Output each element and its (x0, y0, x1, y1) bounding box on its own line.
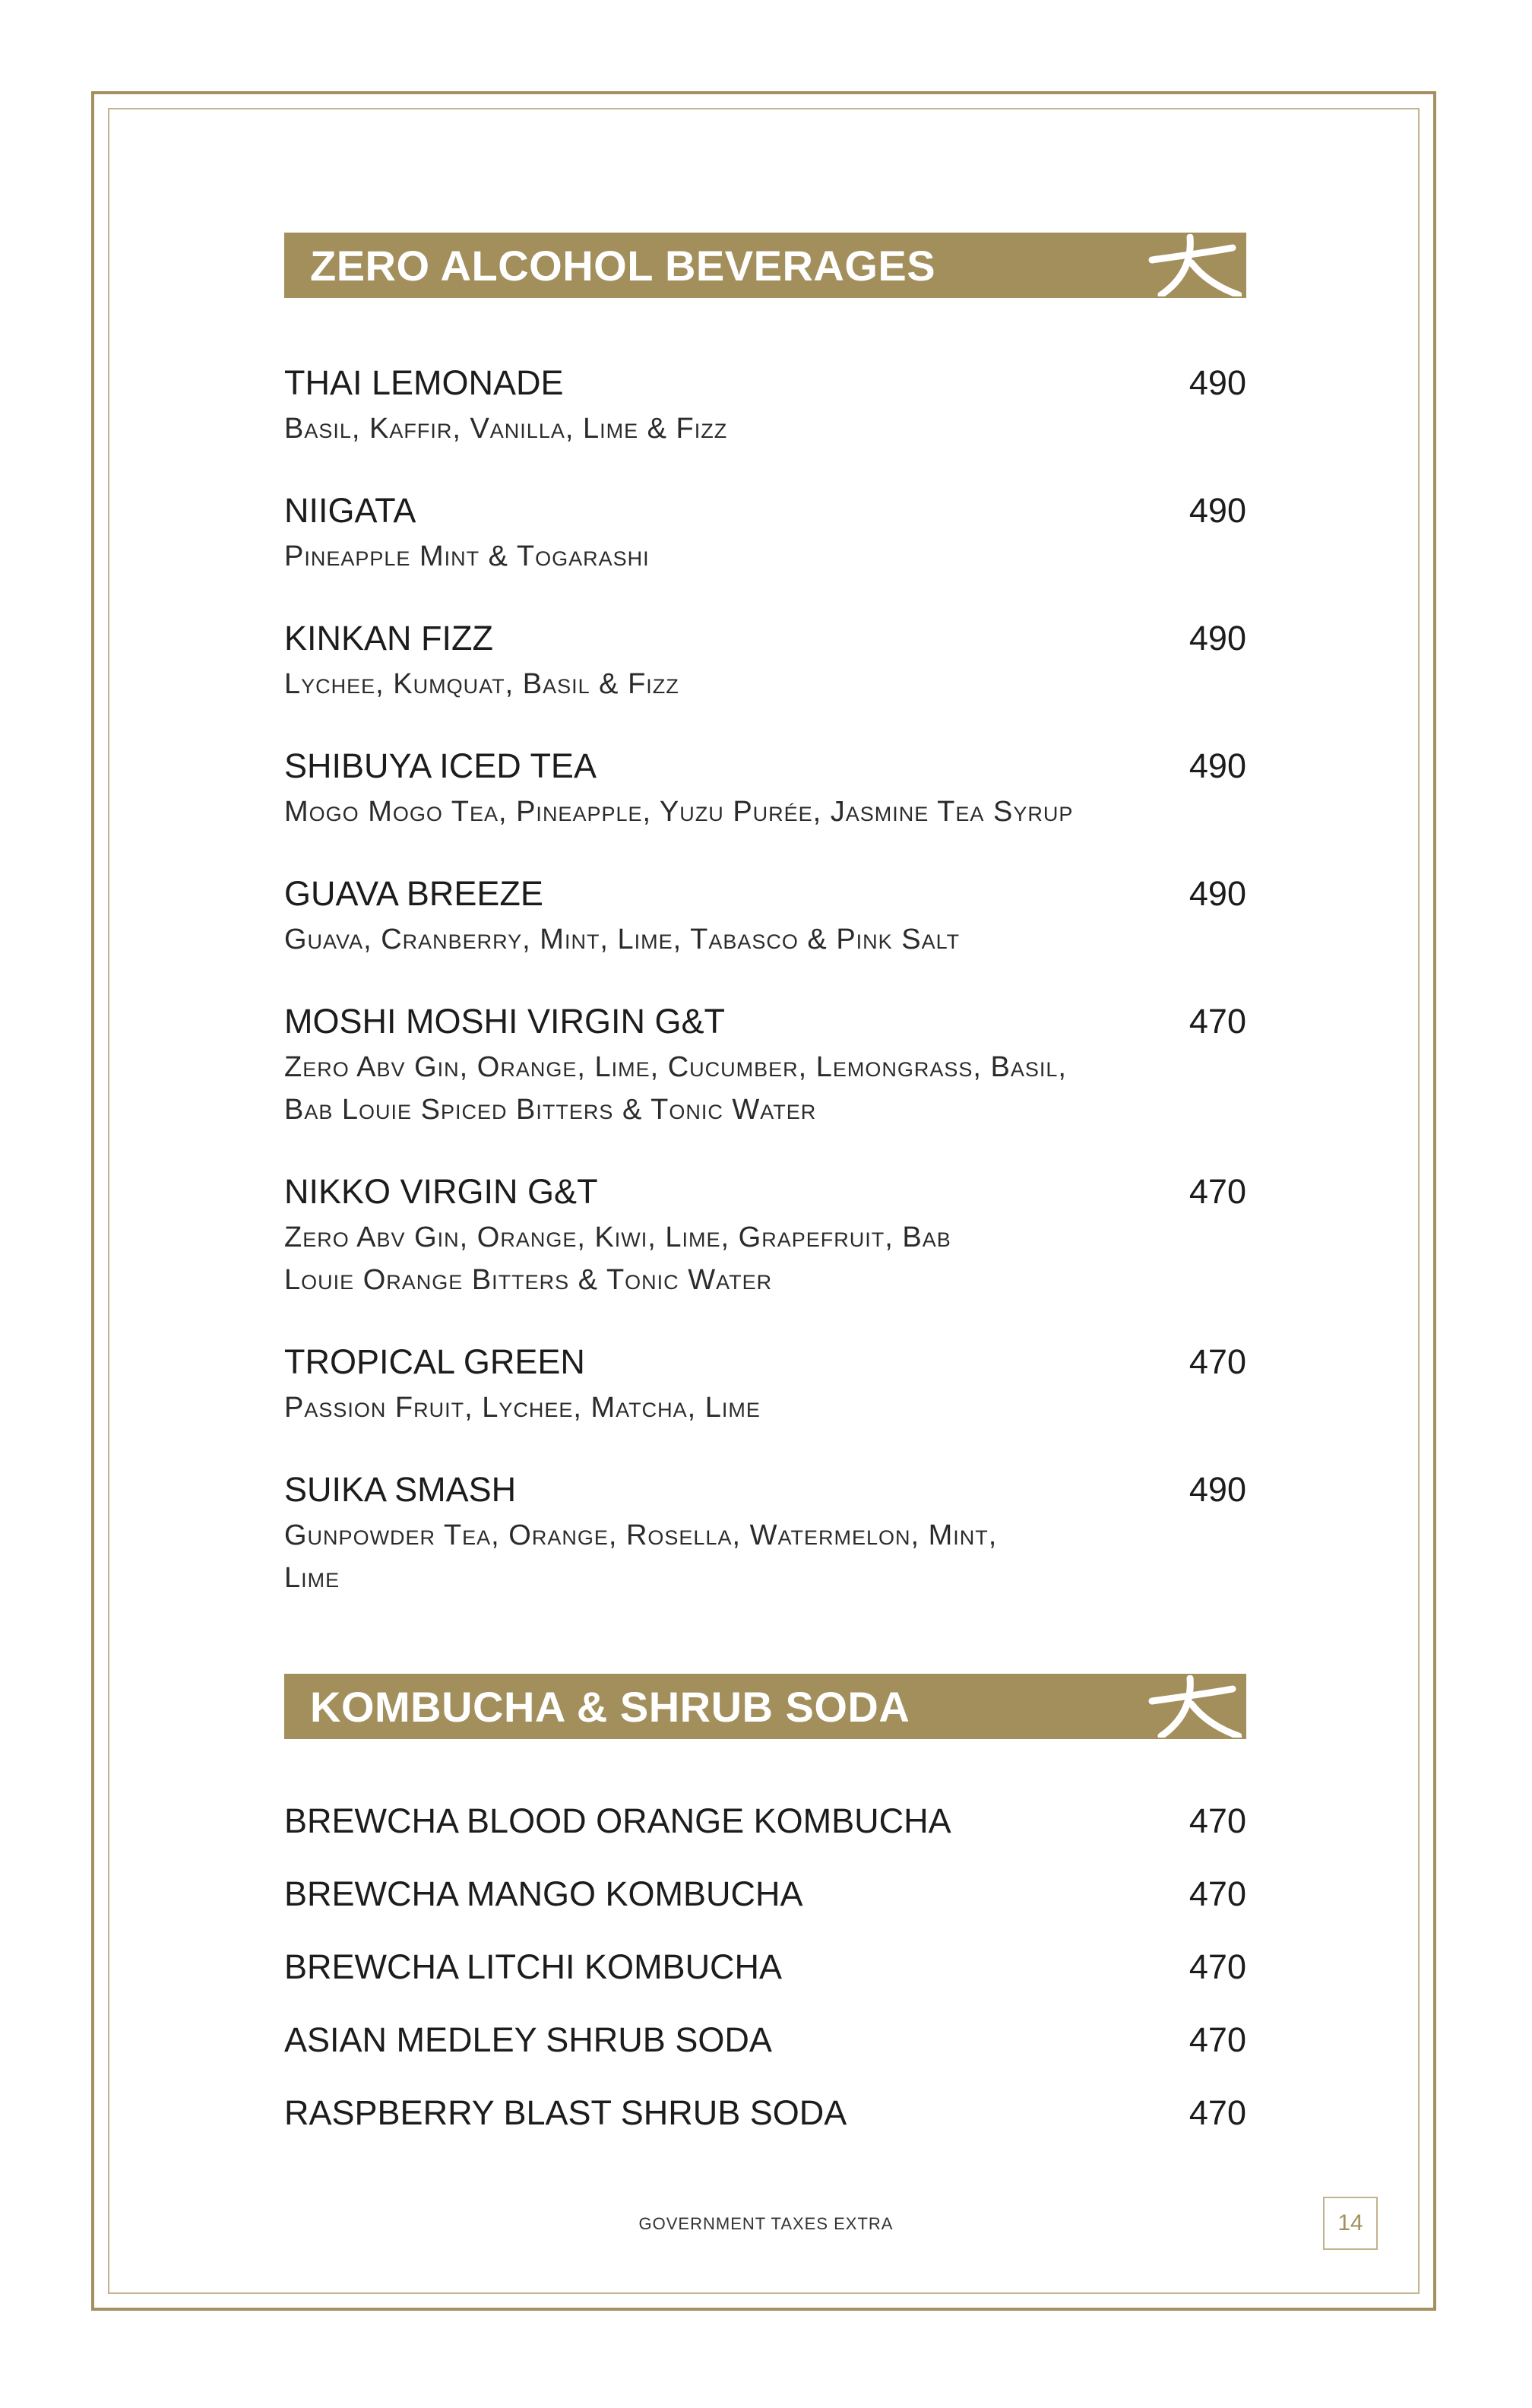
item-price: 490 (1189, 363, 1246, 402)
item-name: BREWCHA LITCHI KOMBUCHA (284, 1947, 783, 1986)
item-price: 470 (1189, 2093, 1246, 2132)
item-description: Zero Abv Gin, Orange, Kiwi, Lime, Grapefruit, Bab Louie Orange Bitters & Tonic Water (284, 1221, 951, 1296)
item-price: 470 (1189, 1342, 1246, 1381)
item-description: Lychee, Kumquat, Basil & Fizz (284, 668, 679, 700)
item-name: BREWCHA MANGO KOMBUCHA (284, 1874, 803, 1913)
item-description: Pineapple Mint & Togarashi (284, 540, 650, 572)
footer-note: GOVERNMENT TAXES EXTRA (638, 2214, 894, 2233)
item-price: 470 (1189, 1947, 1246, 1986)
item-name: BREWCHA BLOOD ORANGE KOMBUCHA (284, 1801, 951, 1840)
item-price: 490 (1189, 874, 1246, 913)
item-name: ASIAN MEDLEY SHRUB SODA (284, 2020, 772, 2059)
item-price: 470 (1189, 1874, 1246, 1913)
item-name: THAI LEMONADE (284, 363, 564, 402)
item-name: SUIKA SMASH (284, 1470, 517, 1509)
item-price: 490 (1189, 1470, 1246, 1509)
item-price: 490 (1189, 746, 1246, 785)
item-price: 470 (1189, 1801, 1246, 1840)
section-header-kombucha (284, 1674, 1246, 1739)
item-name: NIKKO VIRGIN G&T (284, 1172, 598, 1211)
page-number: 14 (1323, 2197, 1378, 2250)
kanji-dai-icon (1135, 234, 1242, 296)
item-description: Mogo Mogo Tea, Pineapple, Yuzu Purée, Jasmine Tea Syrup (284, 796, 1074, 828)
item-name: KINKAN FIZZ (284, 619, 494, 657)
item-name: RASPBERRY BLAST SHRUB SODA (284, 2093, 847, 2132)
item-name: NIIGATA (284, 491, 416, 530)
item-description: Gunpowder Tea, Orange, Rosella, Watermelon, Mint, Lime (284, 1519, 998, 1594)
item-description: Passion Fruit, Lychee, Matcha, Lime (284, 1392, 761, 1424)
item-description: Guava, Cranberry, Mint, Lime, Tabasco & Pink Salt (284, 924, 961, 955)
item-name: TROPICAL GREEN (284, 1342, 585, 1381)
item-description: Zero Abv Gin, Orange, Lime, Cucumber, Lemongrass, Basil, Bab Louie Spiced Bitters & Tonic Water (284, 1051, 1067, 1126)
item-name: MOSHI MOSHI VIRGIN G&T (284, 1002, 726, 1041)
kanji-dai-icon (1135, 1675, 1242, 1738)
item-price: 470 (1189, 1172, 1246, 1211)
section-title: KOMBUCHA & SHRUB SODA (310, 1683, 910, 1731)
item-price: 470 (1189, 2020, 1246, 2059)
item-price: 470 (1189, 1002, 1246, 1041)
section-title: ZERO ALCOHOL BEVERAGES (310, 242, 936, 290)
section-header-zero-alcohol (284, 233, 1246, 298)
item-price: 490 (1189, 491, 1246, 530)
item-name: SHIBUYA ICED TEA (284, 746, 597, 785)
item-name: GUAVA BREEZE (284, 874, 543, 913)
item-price: 490 (1189, 619, 1246, 657)
item-description: Basil, Kaffir, Vanilla, Lime & Fizz (284, 413, 728, 445)
